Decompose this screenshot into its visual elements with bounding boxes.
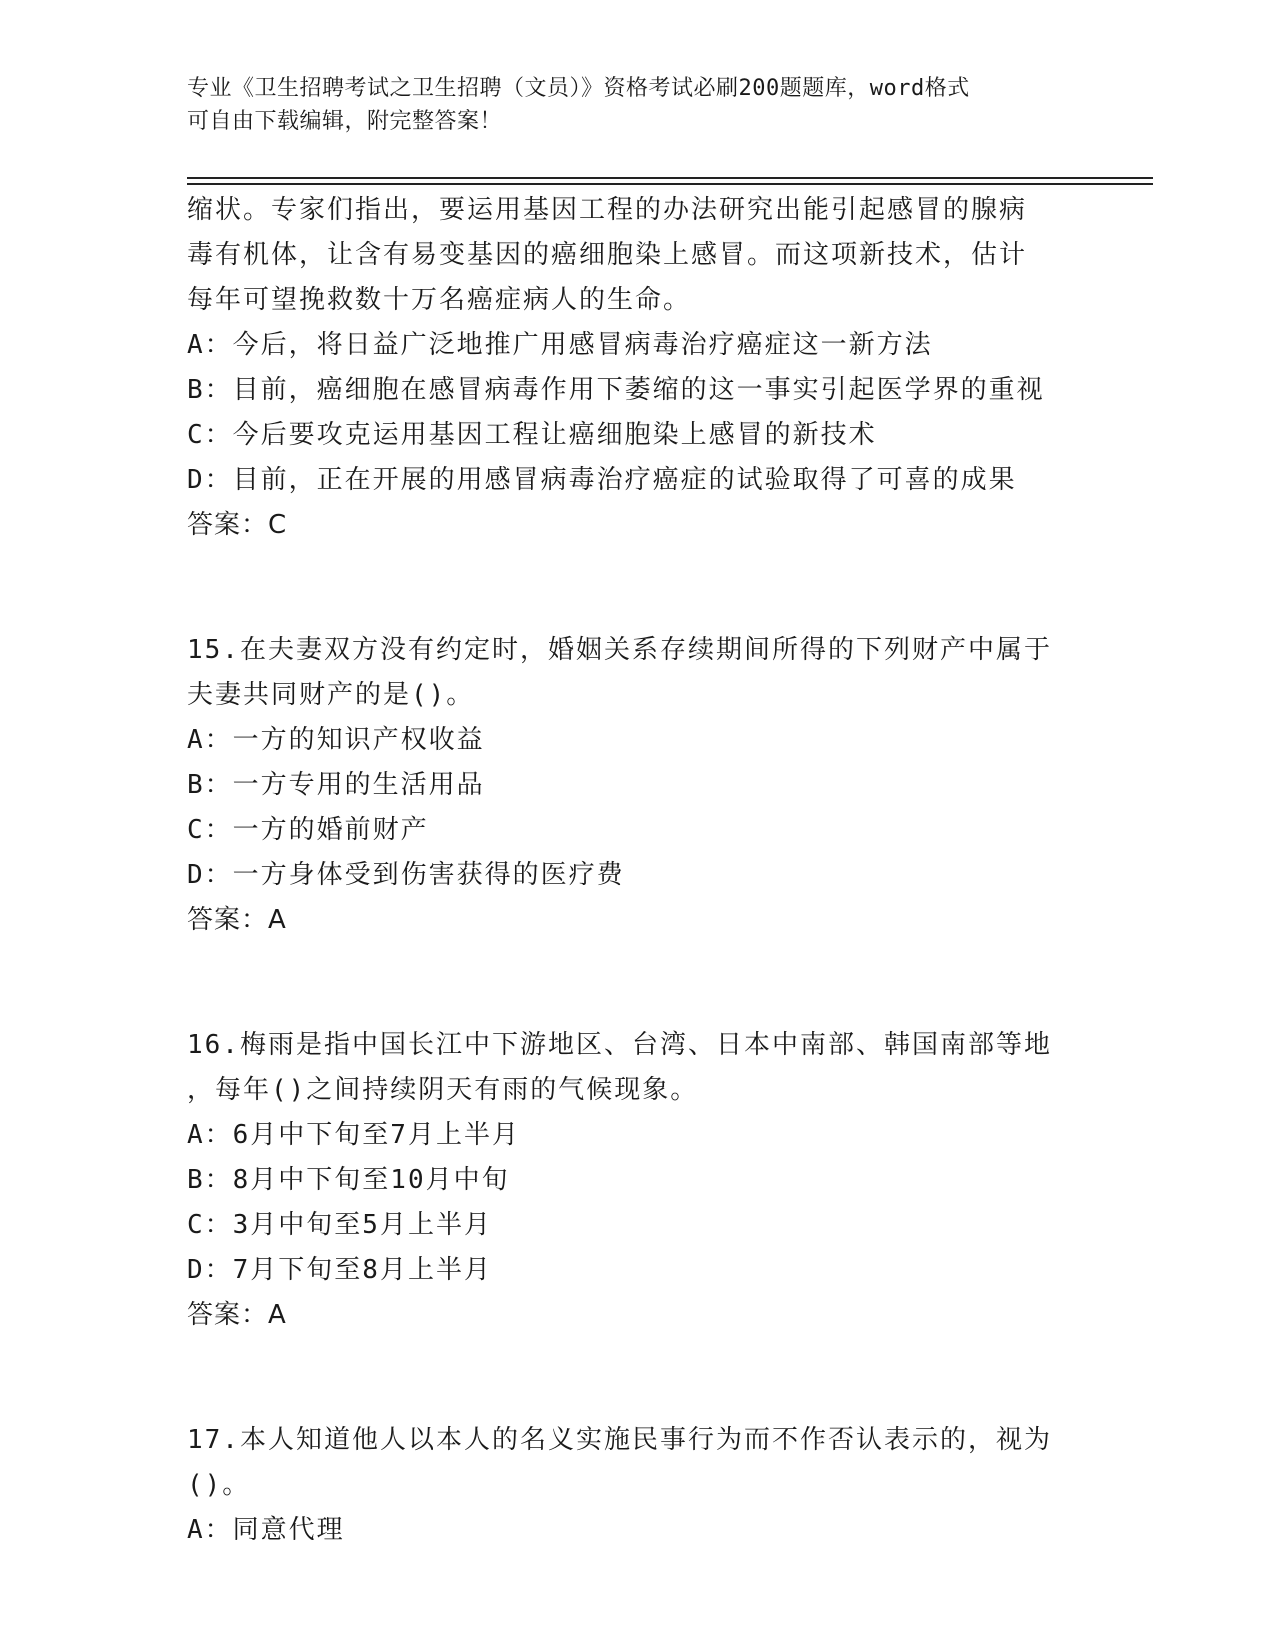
header-line-2: 可自由下载编辑，附完整答案！ [187, 109, 503, 134]
question-text-line: ，每年()之间持续阴天有雨的气候现象。 [187, 1075, 699, 1105]
option-a: A：同意代理 [187, 1515, 345, 1545]
option-d: D：一方身体受到伤害获得的医疗费 [187, 860, 625, 890]
spacer [187, 548, 1087, 628]
option-a: A：6月中下旬至7月上半月 [187, 1120, 520, 1150]
question-16 [187, 1023, 1087, 1338]
question-14 [187, 188, 1087, 548]
option-a: A：今后，将日益广泛地推广用感冒病毒治疗癌症这一新方法 [187, 330, 933, 360]
option-d: D：目前，正在开展的用感冒病毒治疗癌症的试验取得了可喜的成果 [187, 465, 1017, 495]
answer: 答案：A [187, 905, 287, 935]
spacer [187, 1338, 1087, 1418]
option-a: A：一方的知识产权收益 [187, 725, 485, 755]
question-text-line: 15.在夫妻双方没有约定时，婚姻关系存续期间所得的下列财产中属于 [187, 635, 1052, 665]
question-17 [187, 1418, 1087, 1553]
option-c: C：3月中旬至5月上半月 [187, 1210, 492, 1240]
option-b: B：8月中下旬至10月中旬 [187, 1165, 510, 1195]
question-text-line: ()。 [187, 1470, 251, 1500]
answer: 答案：C [187, 510, 288, 540]
document-body [187, 188, 1087, 1553]
question-text-line: 每年可望挽救数十万名癌症病人的生命。 [187, 285, 692, 315]
header-line-1: 专业《卫生招聘考试之卫生招聘（文员）》资格考试必刷200题题库，word格式 [187, 76, 970, 101]
option-b: B：一方专用的生活用品 [187, 770, 485, 800]
header-rule-top [187, 177, 1153, 179]
question-text-line: 毒有机体，让含有易变基因的癌细胞染上感冒。而这项新技术，估计 [187, 240, 1028, 270]
document-header [187, 72, 1087, 138]
option-d: D：7月下旬至8月上半月 [187, 1255, 492, 1285]
question-text-line: 16.梅雨是指中国长江中下游地区、台湾、日本中南部、韩国南部等地 [187, 1030, 1052, 1060]
question-text-line: 缩状。专家们指出，要运用基因工程的办法研究出能引起感冒的腺病 [187, 195, 1028, 225]
option-b: B：目前，癌细胞在感冒病毒作用下萎缩的这一事实引起医学界的重视 [187, 375, 1045, 405]
question-15 [187, 628, 1087, 943]
spacer [187, 943, 1087, 1023]
header-rule-bottom [187, 183, 1153, 185]
answer: 答案：A [187, 1300, 287, 1330]
option-c: C：一方的婚前财产 [187, 815, 429, 845]
question-text-line: 夫妻共同财产的是()。 [187, 680, 475, 710]
question-text-line: 17.本人知道他人以本人的名义实施民事行为而不作否认表示的，视为 [187, 1425, 1052, 1455]
option-c: C：今后要攻克运用基因工程让癌细胞染上感冒的新技术 [187, 420, 877, 450]
